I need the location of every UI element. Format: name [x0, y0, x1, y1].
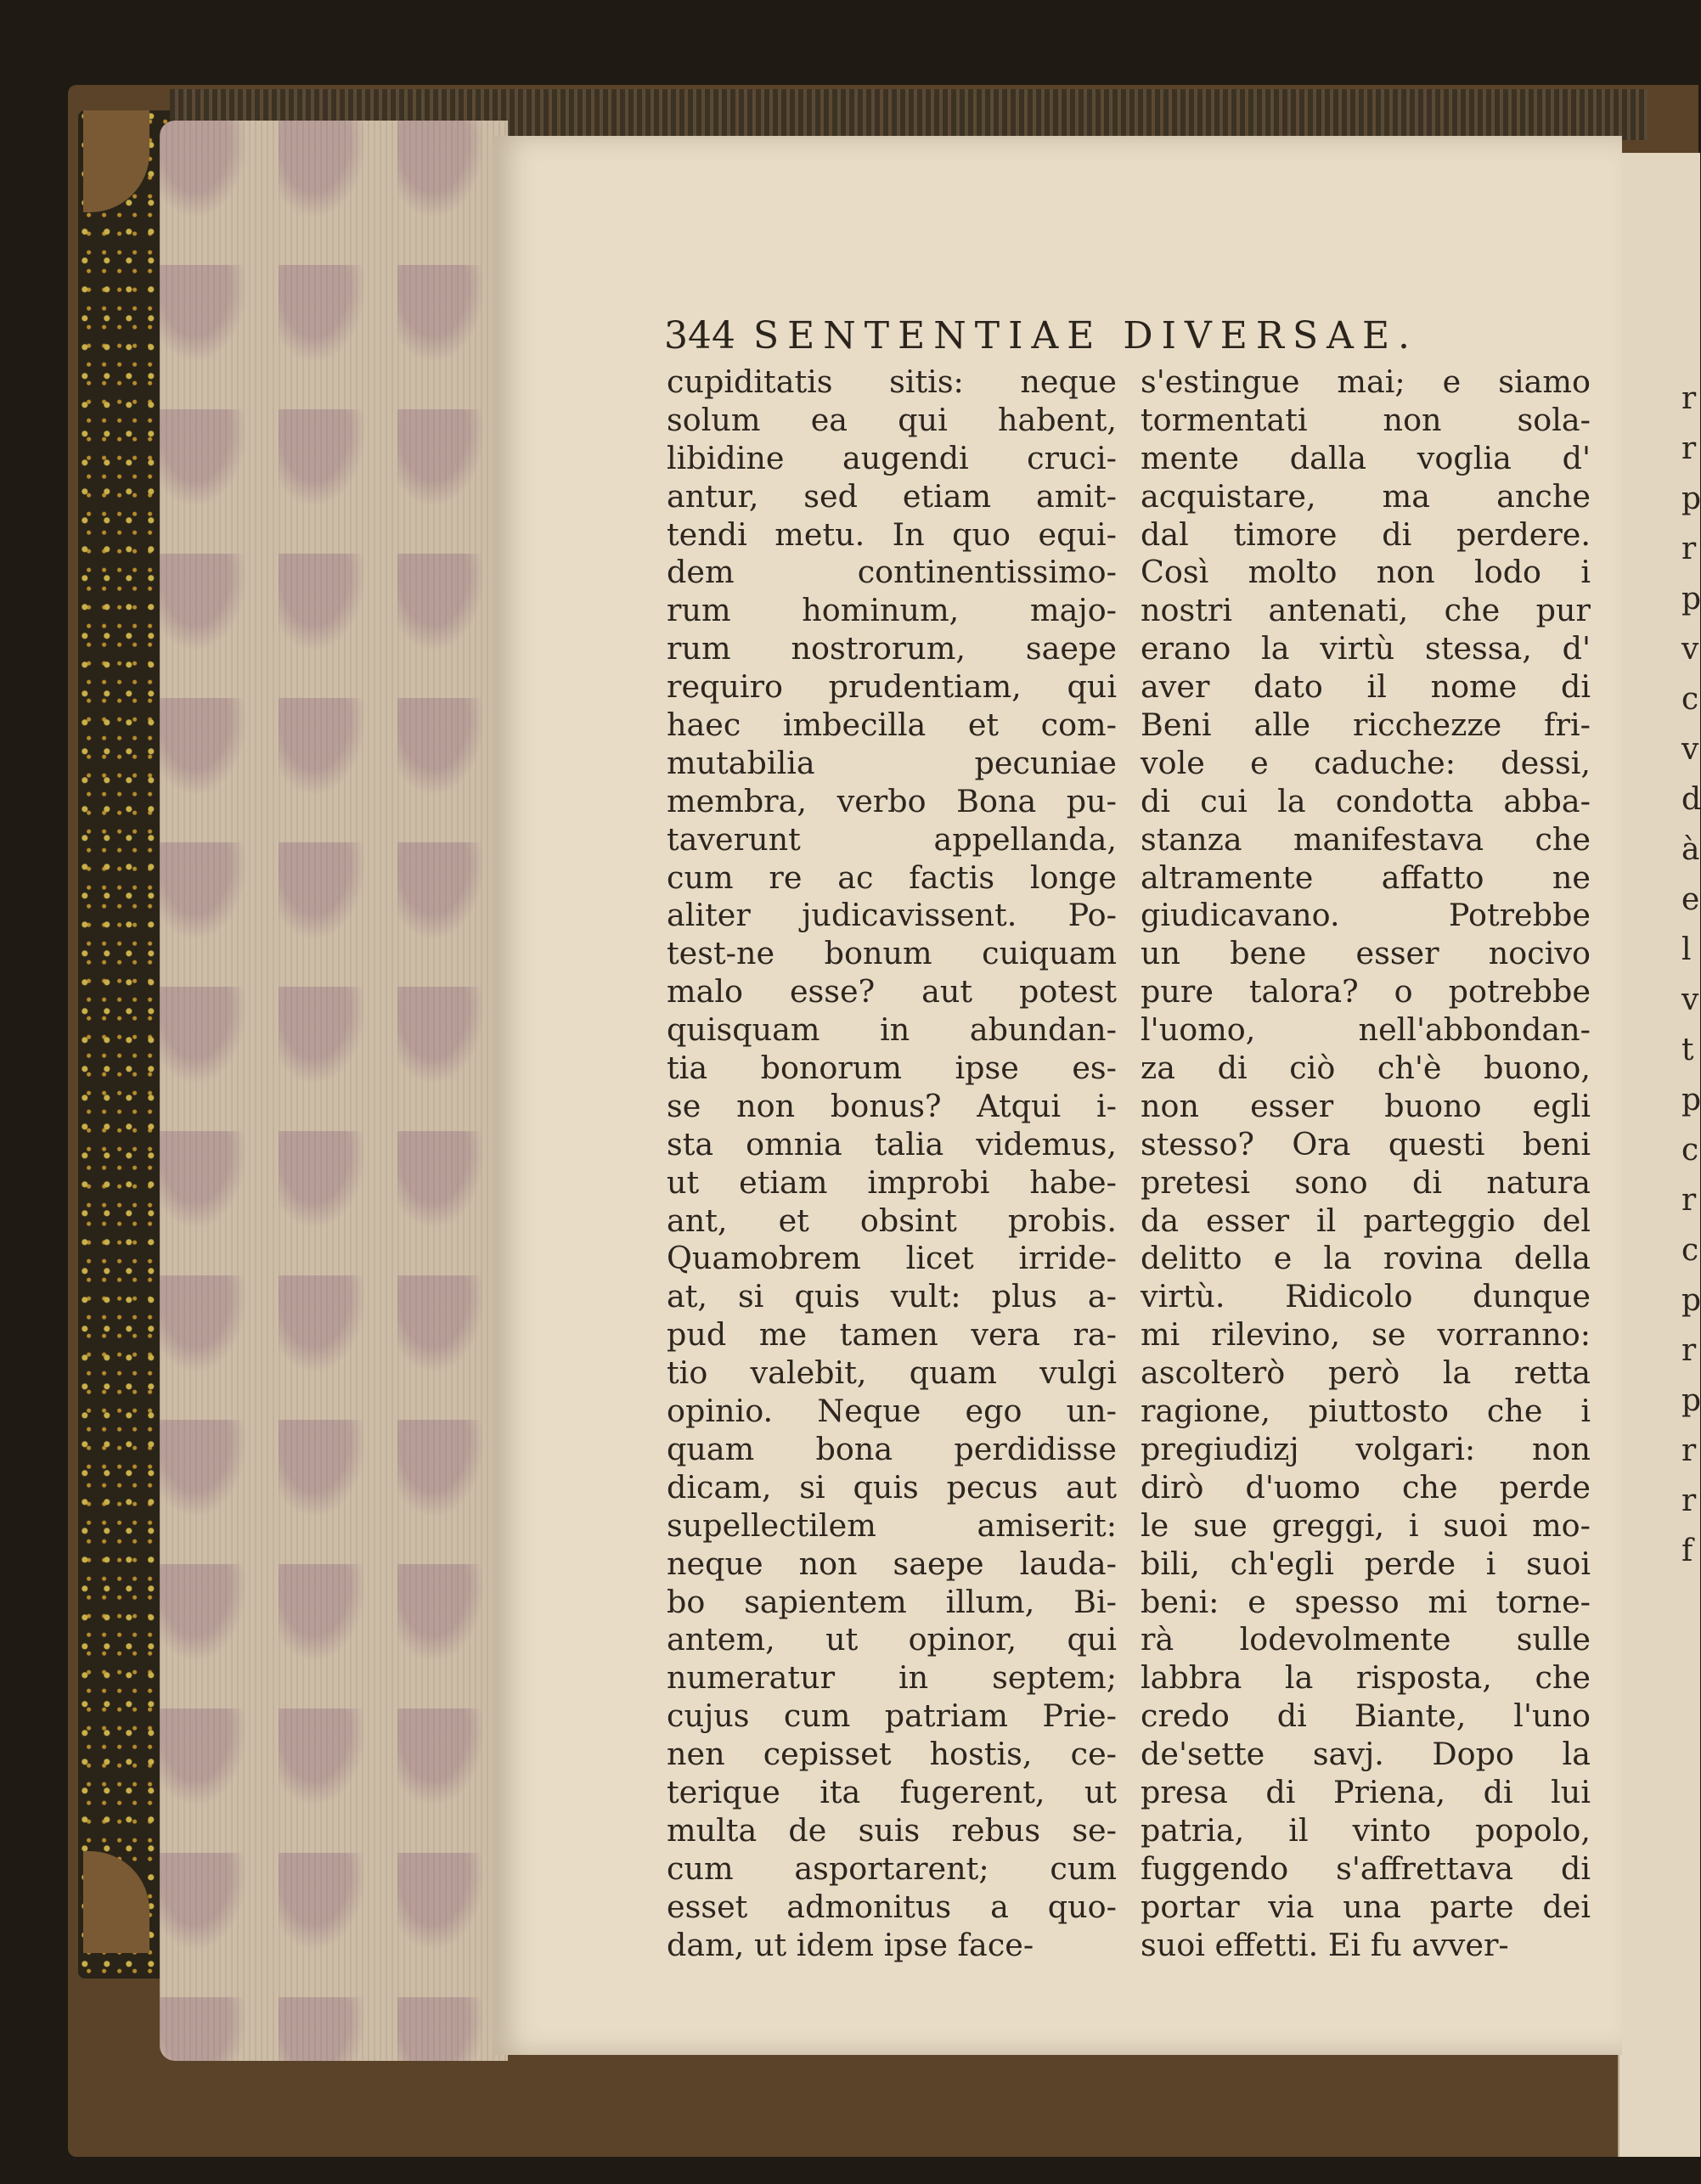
italian-text-line: credo di Biante, l'uno	[1141, 1697, 1591, 1735]
latin-text-line: multa de suis rebus se-	[667, 1811, 1117, 1849]
italian-text-line: pretesi sono di natura	[1141, 1163, 1591, 1201]
facing-page-letter: r	[1681, 1433, 1697, 1468]
facing-page-letter: p	[1681, 1083, 1701, 1117]
latin-text-line: neque non saepe lauda-	[667, 1545, 1117, 1582]
italian-text-line: da esser il parteggio del	[1141, 1202, 1591, 1239]
running-title: SENTENTIAE DIVERSAE.	[753, 314, 1419, 357]
latin-text-line: supellectilem amiserit:	[667, 1506, 1117, 1544]
italian-text-line: di cui la condotta abba-	[1141, 782, 1591, 819]
latin-text-line: cum asportarent; cum	[667, 1849, 1117, 1887]
italian-text-line: virtù. Ridicolo dunque	[1141, 1278, 1591, 1315]
latin-text-line: libidine augendi cruci-	[667, 439, 1117, 476]
latin-text-line: nen cepisset hostis, ce-	[667, 1736, 1117, 1773]
italian-text-line: pregiudizj volgari: non	[1141, 1430, 1591, 1467]
facing-page-letter: p	[1681, 1383, 1701, 1418]
facing-page-letter: c	[1681, 1233, 1699, 1268]
italian-text-line: mente dalla voglia d'	[1141, 439, 1591, 476]
facing-page-letter: r	[1681, 381, 1697, 416]
latin-text-line: haec imbecilla et com-	[667, 706, 1117, 744]
italian-text-line: giudicavano. Potrebbe	[1141, 897, 1591, 934]
latin-text-line: at, si quis vult: plus a-	[667, 1278, 1117, 1315]
latin-text-line: opinio. Neque ego un-	[667, 1393, 1117, 1430]
latin-text-line: tendi metu. In quo equi-	[667, 515, 1117, 553]
italian-text-line: bili, ch'egli perde i suoi	[1141, 1545, 1591, 1582]
facing-page-letter: p	[1681, 481, 1701, 516]
italian-text-line: tormentati non sola-	[1141, 401, 1591, 438]
latin-text-line: Quamobrem licet irride-	[667, 1240, 1117, 1277]
italian-text-line: portar via una parte dei	[1141, 1888, 1591, 1925]
italian-text-line: beni: e spesso mi torne-	[1141, 1583, 1591, 1620]
facing-page-letter: d	[1681, 782, 1701, 817]
latin-text-line: requiro prudentiam, qui	[667, 668, 1117, 706]
latin-column	[667, 363, 1117, 1964]
facing-page-letter: c	[1681, 682, 1699, 717]
italian-text-line: ragione, piuttosto che i	[1141, 1393, 1591, 1430]
italian-text-line: ascolterò però la retta	[1141, 1354, 1591, 1392]
italian-text-line: labbra la risposta, che	[1141, 1659, 1591, 1697]
latin-text-line: terique ita fugerent, ut	[667, 1773, 1117, 1810]
latin-text-line: solum ea qui habent,	[667, 401, 1117, 438]
italian-text-line: presa di Priena, di lui	[1141, 1773, 1591, 1810]
facing-page-letter: r	[1681, 532, 1697, 566]
latin-text-line: aliter judicavissent. Po-	[667, 897, 1117, 934]
latin-text-line: ant, et obsint probis.	[667, 1202, 1117, 1239]
latin-text-line: ut etiam improbi habe-	[667, 1163, 1117, 1201]
facing-page-letter: r	[1681, 1183, 1697, 1218]
latin-text-line: rum nostrorum, saepe	[667, 630, 1117, 667]
page-number: 344	[664, 314, 735, 357]
italian-text-line: dal timore di perdere.	[1141, 515, 1591, 553]
facing-page-letter: c	[1681, 1133, 1699, 1168]
italian-text-line: fuggendo s'affrettava di	[1141, 1849, 1591, 1887]
italian-text-line: s'estingue mai; e siamo	[1141, 363, 1591, 400]
italian-text-line: vole e caduche: dessi,	[1141, 744, 1591, 781]
italian-text-line: mi rilevino, se vorranno:	[1141, 1316, 1591, 1354]
marbled-fore-edge	[160, 121, 508, 2061]
latin-text-line: membra, verbo Bona pu-	[667, 782, 1117, 819]
facing-page-letter: f	[1681, 1534, 1693, 1568]
italian-text-line: suoi effetti. Ei fu avver-	[1141, 1926, 1509, 1963]
latin-text-line: mutabilia pecuniae	[667, 744, 1117, 781]
italian-text-line: rà lodevolmente sulle	[1141, 1621, 1591, 1658]
italian-column	[1141, 363, 1591, 1964]
latin-text-line: test-ne bonum cuiquam	[667, 935, 1117, 972]
latin-text-line: quisquam in abundan-	[667, 1011, 1117, 1049]
italian-text-line: patria, il vinto popolo,	[1141, 1811, 1591, 1849]
latin-text-line: dam, ut idem ipse face-	[667, 1926, 1034, 1963]
facing-page-letter: t	[1681, 1033, 1694, 1067]
facing-page-letter: r	[1681, 1333, 1697, 1368]
facing-page-letter: r	[1681, 1483, 1697, 1518]
facing-page-letter: v	[1681, 632, 1699, 667]
facing-page-letter: à	[1681, 832, 1700, 867]
facing-page-letter: v	[1681, 982, 1699, 1017]
latin-text-line: esset admonitus a quo-	[667, 1888, 1117, 1925]
italian-text-line: aver dato il nome di	[1141, 668, 1591, 706]
latin-text-line: cupiditatis sitis: neque	[667, 363, 1117, 400]
latin-text-line: rum hominum, majo-	[667, 592, 1117, 629]
italian-text-line: un bene esser nocivo	[1141, 935, 1591, 972]
italian-text-line: Così molto non lodo i	[1141, 554, 1591, 591]
latin-text-line: taverunt appellanda,	[667, 820, 1117, 858]
facing-page-letter: v	[1681, 732, 1699, 767]
italian-text-line: altramente affatto ne	[1141, 858, 1591, 896]
latin-text-line: malo esse? aut potest	[667, 973, 1117, 1010]
italian-text-line: stesso? Ora questi beni	[1141, 1125, 1591, 1162]
latin-text-line: quam bona perdidisse	[667, 1430, 1117, 1467]
italian-text-line: Beni alle ricchezze fri-	[1141, 706, 1591, 744]
italian-text-line: l'uomo, nell'abbondan-	[1141, 1011, 1591, 1049]
facing-page-letter: p	[1681, 1283, 1701, 1318]
facing-page-text	[1681, 374, 1701, 1576]
italian-text-line: acquistare, ma anche	[1141, 477, 1591, 515]
latin-text-line: numeratur in septem;	[667, 1659, 1117, 1697]
italian-text-line: de'sette savj. Dopo la	[1141, 1736, 1591, 1773]
italian-text-line: erano la virtù stessa, d'	[1141, 630, 1591, 667]
italian-text-line: dirò d'uomo che perde	[1141, 1468, 1591, 1506]
latin-text-line: dicam, si quis pecus aut	[667, 1468, 1117, 1506]
italian-text-line: le sue greggi, i suoi mo-	[1141, 1506, 1591, 1544]
facing-page-letter: l	[1681, 932, 1692, 967]
facing-page-letter: p	[1681, 582, 1701, 616]
latin-text-line: tia bonorum ipse es-	[667, 1050, 1117, 1087]
latin-text-line: cujus cum patriam Prie-	[667, 1697, 1117, 1735]
latin-text-line: se non bonus? Atqui i-	[667, 1087, 1117, 1124]
running-header	[664, 314, 1471, 365]
latin-text-line: sta omnia talia videmus,	[667, 1125, 1117, 1162]
italian-text-line: pure talora? o potrebbe	[1141, 973, 1591, 1010]
latin-text-line: bo sapientem illum, Bi-	[667, 1583, 1117, 1620]
facing-page-letter: r	[1681, 431, 1697, 466]
latin-text-line: cum re ac factis longe	[667, 858, 1117, 896]
marbled-board	[78, 110, 172, 1979]
italian-text-line: stanza manifestava che	[1141, 820, 1591, 858]
latin-text-line: antur, sed etiam amit-	[667, 477, 1117, 515]
latin-text-line: tio valebit, quam vulgi	[667, 1354, 1117, 1392]
facing-page-letter: e	[1681, 882, 1700, 917]
latin-text-line: pud me tamen vera ra-	[667, 1316, 1117, 1354]
italian-text-line: za di ciò ch'è buono,	[1141, 1050, 1591, 1087]
latin-text-line: dem continentissimo-	[667, 554, 1117, 591]
italian-text-line: non esser buono egli	[1141, 1087, 1591, 1124]
italian-text-line: delitto e la rovina della	[1141, 1240, 1591, 1277]
italian-text-line: nostri antenati, che pur	[1141, 592, 1591, 629]
latin-text-line: antem, ut opinor, qui	[667, 1621, 1117, 1658]
